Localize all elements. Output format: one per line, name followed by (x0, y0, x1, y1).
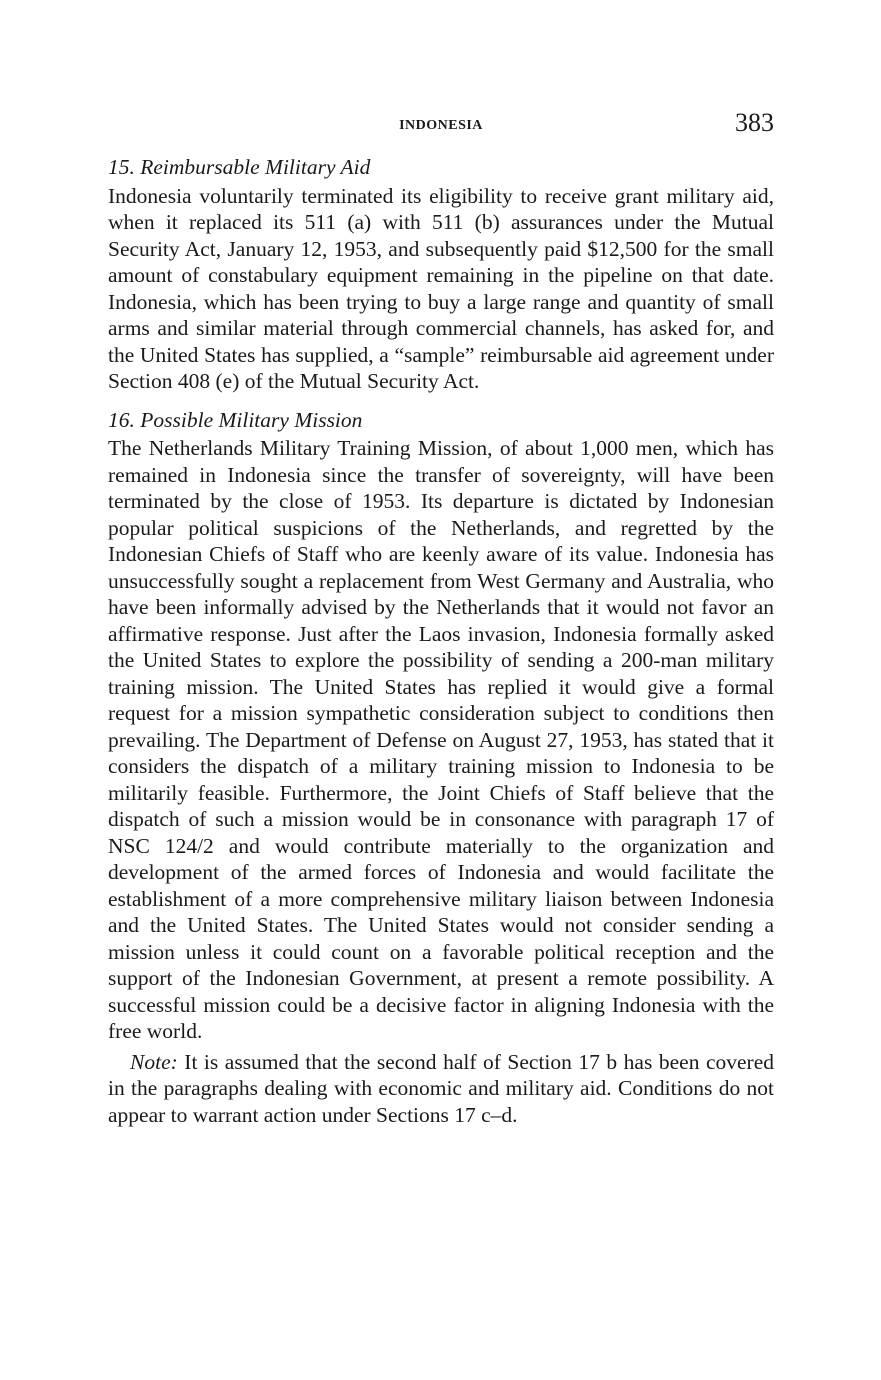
section-heading: 15. Reimbursable Military Aid (108, 155, 371, 179)
section-16 (108, 407, 774, 1045)
running-header (108, 108, 774, 142)
note-text: It is assumed that the second half of Section 17 b has been covered in the paragraphs dealing with economic and military aid. Conditions do not appear to warrant action under Sections 17 c–d. (108, 1049, 774, 1127)
note-paragraph (108, 1049, 774, 1129)
section-body: Indonesia voluntarily terminated its eligibility to receive grant military aid, when it replaced its 511 (a) with 511 (b) assurances under the Mutual Security Act, January 12, 1953, and subsequently paid $12,500 for the small amount of constabulary equipment remaining in the pipeline on that date. Indonesia, which has been trying to buy a large range and quantity of small arms and similar material through commercial channels, has asked for, and the United States has supplied, a “sample” reimbursable aid agreement under Section 408 (e) of the Mutual Security Act. (108, 183, 774, 393)
section-body: The Netherlands Military Training Mission, of about 1,000 men, which has remained in Indonesia since the transfer of sovereignty, will have been terminated by the close of 1953. Its departure is dictated by Indonesian popular political suspicions of the Netherlands, and regretted by the Indonesian Chiefs of Staff who are keenly aware of its value. Indonesia has unsuccessfully sought a replacement from West Germany and Australia, who have been informally advised by the Netherlands that it would not favor an affirmative response. Just after the Laos invasion, Indonesia formally asked the United States to explore the possibility of sending a 200-man military training mission. The United States has replied it would give a formal request for a mission sympathetic consideration subject to conditions then prevailing. The Department of Defense on August 27, 1953, has stated that it considers the dispatch of a military training mission to Indonesia to be militarily feasible. Furthermore, the Joint Chiefs of Staff believe that the dispatch of such a mission would be in consonance with paragraph 17 of NSC 124/2 and would contribute materially to the organization and development of the armed forces of Indonesia and would facilitate the establishment of a more comprehensive military liaison between Indonesia and the United States. The United States would not consider sending a mission unless it could count on a favorable political reception and the support of the Indonesian Government, at present a remote possibility. A successful mission could be a decisive factor in aligning Indonesia with the free world. (108, 436, 774, 1043)
running-title: INDONESIA (399, 118, 483, 133)
note-label: Note: (130, 1049, 178, 1074)
section-heading: 16. Possible Military Mission (108, 407, 363, 432)
document-page (108, 108, 774, 1128)
section-15 (108, 154, 774, 395)
page-number: 383 (735, 108, 774, 137)
